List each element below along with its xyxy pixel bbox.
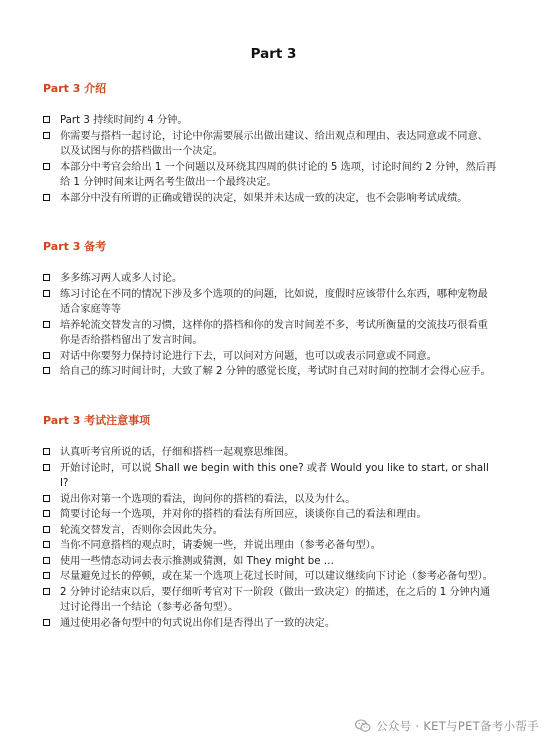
list-item — [43, 585, 498, 616]
checkbox-bullet-icon — [43, 619, 50, 626]
bullet-list — [43, 445, 498, 631]
list-item — [43, 507, 498, 523]
checkbox-bullet-icon — [43, 274, 50, 281]
list-item-text: 给自己的练习时间计时，大致了解 2 分钟的感觉长度，考试时自己对时间的控制才会得心应手。 — [60, 366, 491, 377]
checkbox-bullet-icon — [43, 557, 50, 564]
list-item-text: 本部分中没有所谓的正确或错误的决定，如果并未达成一致的决定，也不会影响考试成绩。 — [60, 192, 468, 204]
list-item — [43, 538, 498, 554]
checkbox-bullet-icon — [43, 352, 50, 359]
watermark-text: 公众号 · KET与PET备考小帮手 — [376, 719, 539, 733]
list-item — [43, 191, 498, 207]
list-item — [43, 349, 498, 365]
list-item-text: 培养轮流交替发言的习惯，这样你的搭档和你的发言时间差不多，考试所衡量的交流技巧很看重你是否给搭档留出了发言时间。 — [60, 319, 488, 346]
list-item-text: 简要讨论每一个选项，并对你的搭档的看法有所回应，谈谈你自己的看法和理由。 — [60, 509, 427, 520]
list-item — [43, 554, 498, 570]
list-item — [43, 129, 498, 160]
list-item — [43, 271, 498, 287]
checkbox-bullet-icon — [43, 116, 50, 123]
checkbox-bullet-icon — [43, 572, 50, 579]
checkbox-bullet-icon — [43, 321, 50, 328]
list-item-text: 多多练习两人或多人讨论。 — [60, 273, 183, 284]
list-item — [43, 461, 498, 492]
list-item-text: 对话中你要努力保持讨论进行下去，可以问对方问题，也可以或表示同意或不同意。 — [60, 350, 437, 362]
checkbox-bullet-icon — [43, 526, 50, 533]
section-exam-tips — [43, 414, 498, 631]
section-heading: Part 3 介绍 — [43, 82, 107, 95]
checkbox-bullet-icon — [43, 290, 50, 297]
list-item-text: 你需要与搭档一起讨论，讨论中你需要展示出做出建议、给出观点和理由、表达同意或不同意、以及试图与你的搭档做出一个决定。 — [60, 130, 488, 157]
list-item-text: Part 3 持续时间约 4 分钟。 — [60, 115, 188, 126]
list-item-text: 通过使用必备句型中的句式说出你们是否得出了一致的决定。 — [60, 617, 336, 629]
list-item — [43, 318, 498, 349]
list-item-text: 开始讨论时，可以说 Shall we begin with this one? 或者 Would you like to start, or shall I? — [60, 462, 489, 489]
list-item-text: 练习讨论在不同的情况下涉及多个选项的的问题，比如说，度假时应该带什么东西，哪种宠物最适合家庭等等 — [60, 288, 488, 315]
watermark — [355, 718, 539, 734]
section-intro — [43, 82, 498, 206]
wechat-icon — [355, 719, 371, 733]
checkbox-bullet-icon — [43, 194, 50, 201]
list-item-text: 当你不同意搭档的观点时，请委婉一些，并说出理由（参考必备句型）。 — [60, 540, 381, 551]
list-item — [43, 523, 498, 539]
list-item-text: 使用一些情态动词去表示推测或猜测，如 They might be … — [60, 555, 334, 567]
list-item-text: 轮流交替发言，否则你会因此失分。 — [60, 524, 223, 536]
list-item-text: 本部分中考官会给出 1 一个问题以及环绕其四周的供讨论的 5 选项，讨论时间约 2 分钟，然后再给 1 分钟时间来让两名考生做出一个最终决定。 — [60, 161, 497, 188]
checkbox-bullet-icon — [43, 510, 50, 517]
list-item — [43, 160, 498, 191]
list-item-text: 尽量避免过长的停顿，或在某一个选项上花过长时间，可以建议继续向下讨论（参考必备句型）。 — [60, 571, 493, 582]
checkbox-bullet-icon — [43, 448, 50, 455]
checkbox-bullet-icon — [43, 132, 50, 139]
checkbox-bullet-icon — [43, 588, 50, 595]
list-item-text: 认真听考官所说的话，仔细和搭档一起观察思维图。 — [60, 447, 295, 458]
page-title: Part 3 — [250, 46, 297, 62]
checkbox-bullet-icon — [43, 464, 50, 471]
list-item-text: 2 分钟讨论结束以后，要仔细听考官对下一阶段（做出一致决定）的描述，在之后的 1 分钟内通过讨论得出一个结论（参考必备句型）。 — [60, 586, 491, 613]
list-item — [43, 287, 498, 318]
section-heading: Part 3 考试注意事项 — [43, 414, 151, 427]
bullet-list — [43, 271, 498, 380]
section-preparation — [43, 240, 498, 380]
checkbox-bullet-icon — [43, 367, 50, 374]
list-item — [43, 569, 498, 585]
checkbox-bullet-icon — [43, 495, 50, 502]
list-item — [43, 445, 498, 461]
list-item — [43, 364, 498, 380]
bullet-list — [43, 113, 498, 206]
list-item — [43, 492, 498, 508]
list-item — [43, 113, 498, 129]
checkbox-bullet-icon — [43, 541, 50, 548]
list-item — [43, 616, 498, 632]
section-heading: Part 3 备考 — [43, 240, 107, 253]
checkbox-bullet-icon — [43, 163, 50, 170]
list-item-text: 说出你对第一个选项的看法，询问你的搭档的看法，以及为什么。 — [60, 493, 356, 505]
